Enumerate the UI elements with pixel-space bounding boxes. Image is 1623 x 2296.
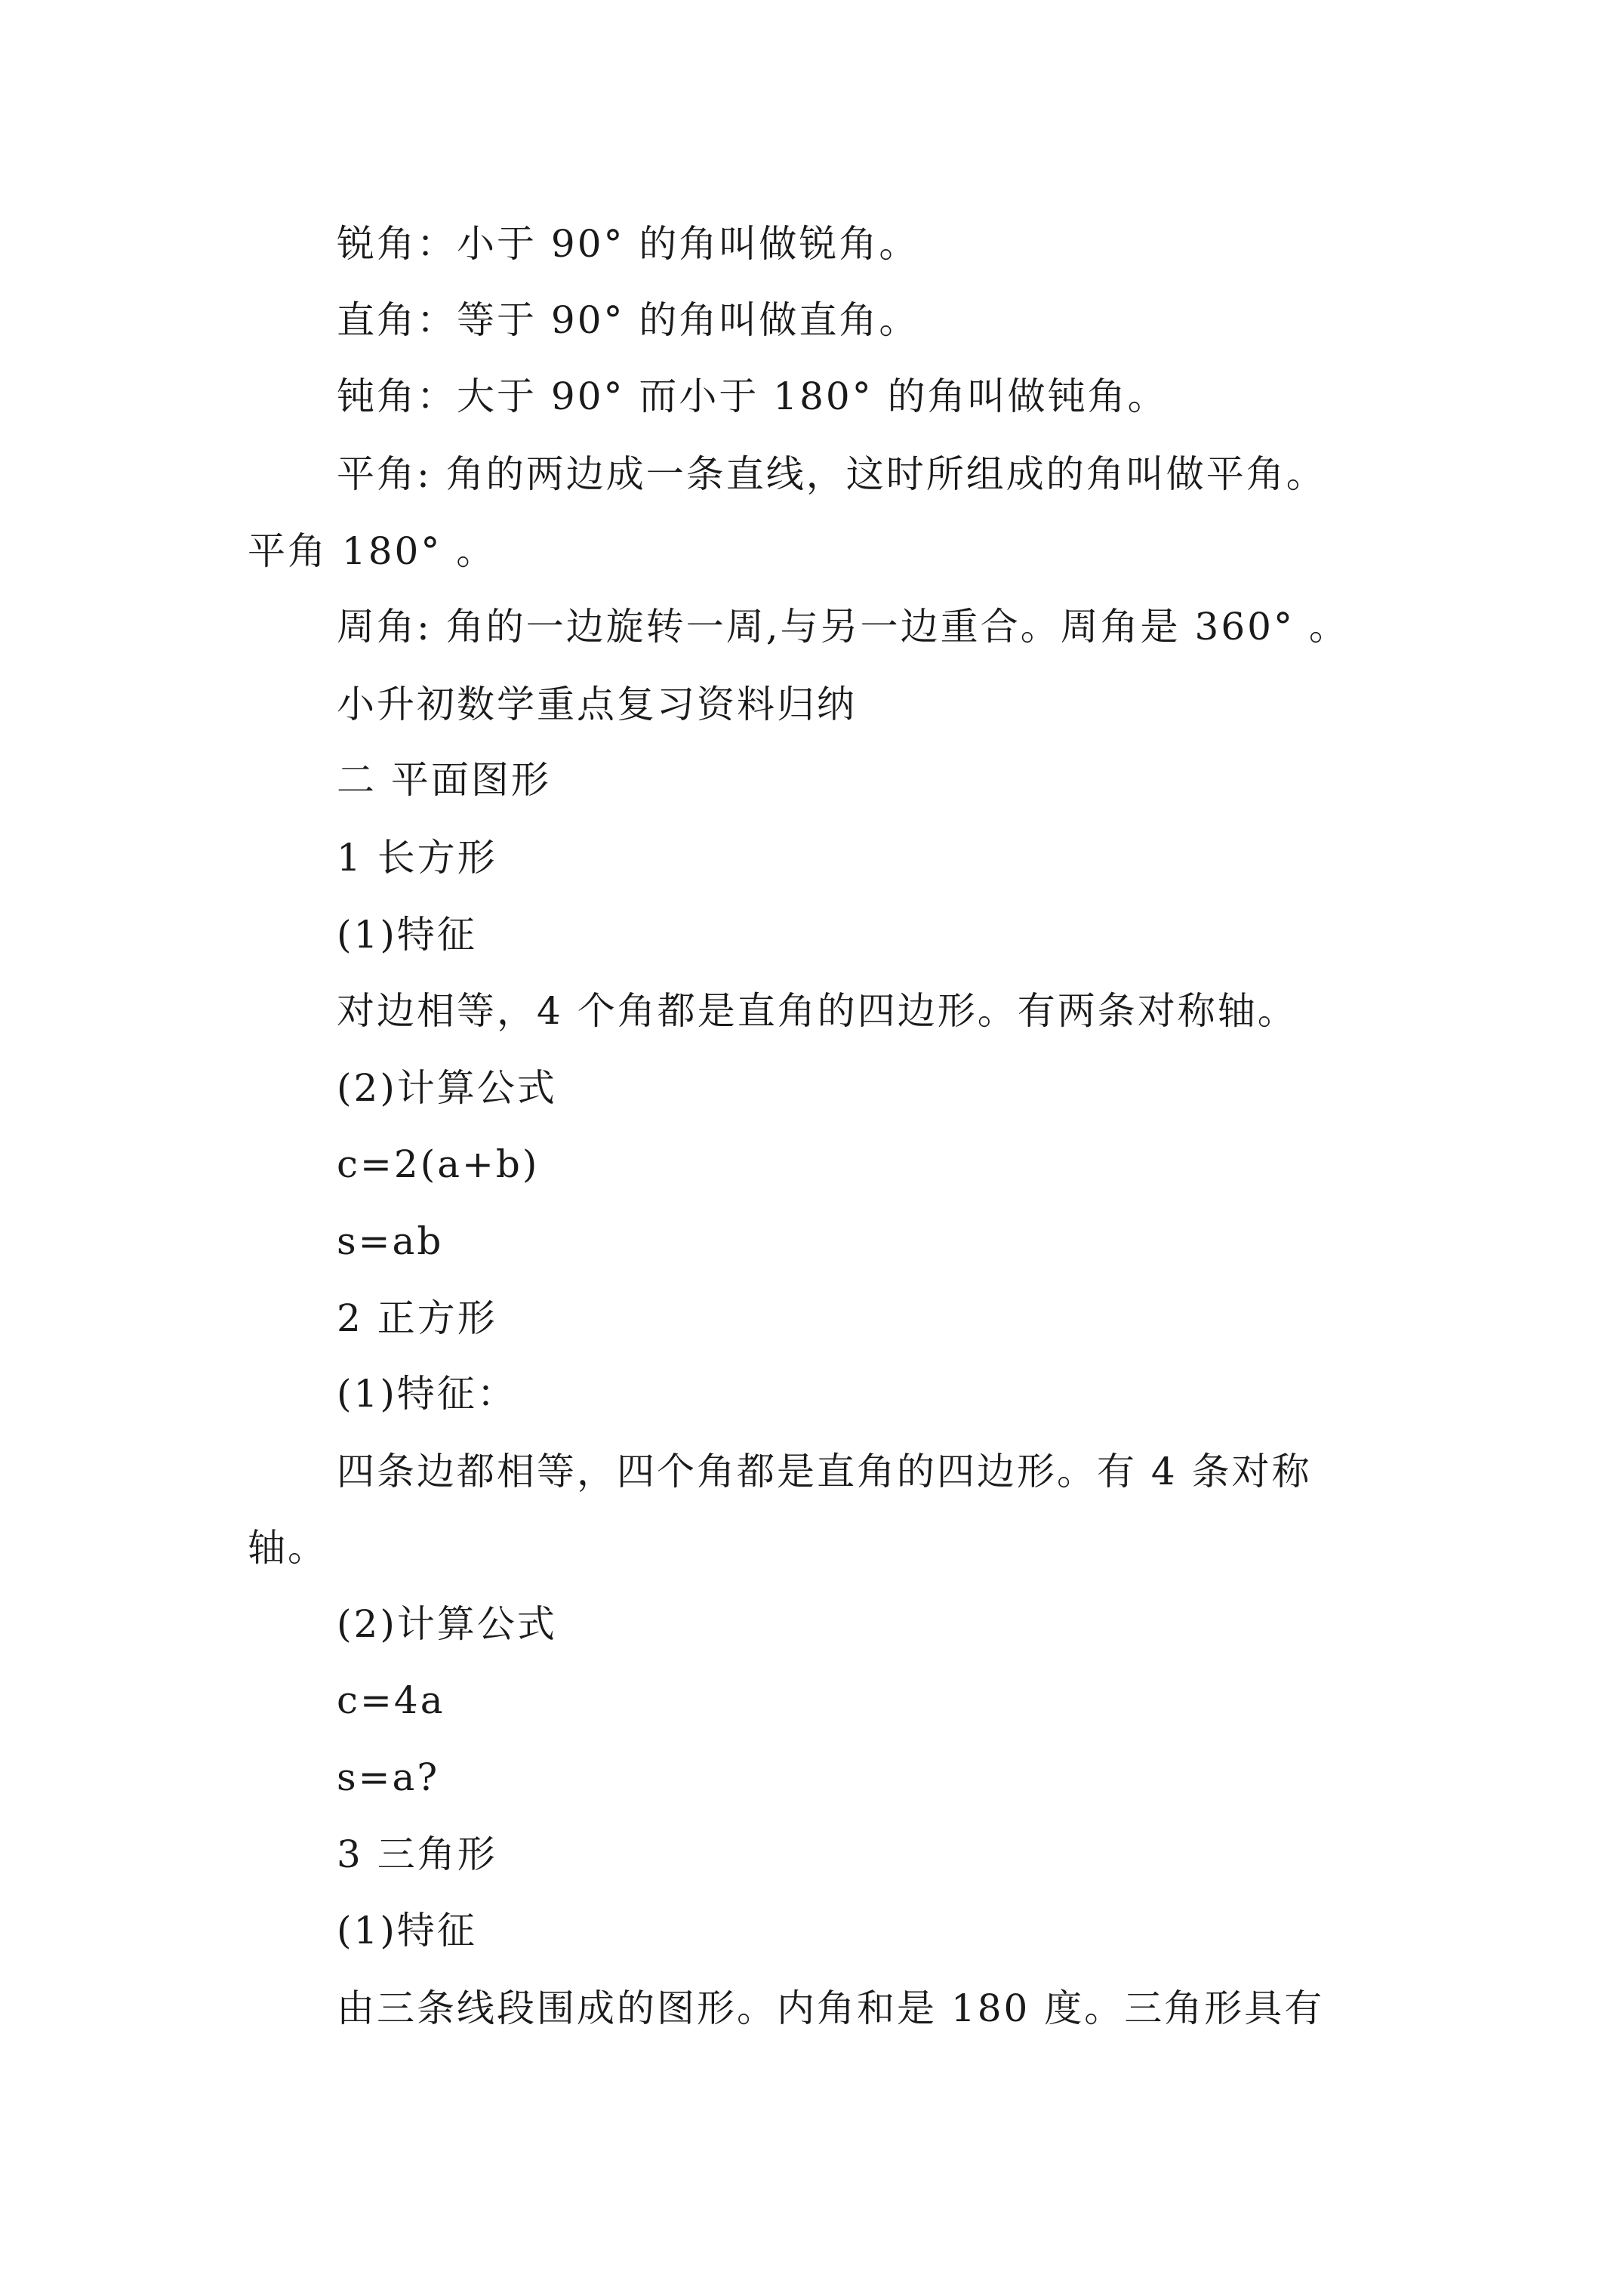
text-line: 直角：等于 90° 的角叫做直角。 — [337, 298, 919, 342]
text-line: 平角: 角的两边成一条直线，这时所组成的角叫做平角。 — [337, 452, 1326, 496]
formula-line: c=2(a+b) — [337, 1142, 540, 1186]
formula-line: s=a? — [337, 1755, 440, 1799]
section-heading: 二 平面图形 — [337, 758, 551, 802]
text-line: 锐角：小于 90° 的角叫做锐角。 — [337, 222, 919, 266]
text-line: (1)特征 — [337, 1909, 477, 1952]
text-line: (1)特征： — [337, 1372, 517, 1416]
subsection-heading: 3 三角形 — [337, 1832, 497, 1876]
text-line: 小升初数学重点复习资料归纳 — [337, 683, 857, 726]
subsection-heading: 1 长方形 — [337, 836, 497, 880]
text-line: 对边相等，4 个角都是直角的四边形。有两条对称轴。 — [337, 989, 1298, 1033]
text-line: 周角: 角的一边旋转一周,与另一边重合。周角是 360° 。 — [337, 605, 1349, 649]
text-line: 四条边都相等，四个角都是直角的四边形。有 4 条对称 — [337, 1450, 1312, 1493]
text-line: (2)计算公式 — [337, 1066, 557, 1110]
formula-line: s=ab — [337, 1219, 444, 1263]
subsection-heading: 2 正方形 — [337, 1296, 497, 1340]
text-line: 平角 180° 。 — [248, 529, 497, 573]
text-line: 轴。 — [248, 1526, 328, 1570]
text-line: (1)特征 — [337, 913, 477, 957]
text-line: (2)计算公式 — [337, 1602, 557, 1646]
formula-line: c=4a — [337, 1678, 445, 1722]
text-line: 钝角：大于 90° 而小于 180° 的角叫做钝角。 — [337, 374, 1168, 418]
text-line: 由三条线段围成的图形。内角和是 180 度。三角形具有 — [337, 1986, 1325, 2030]
